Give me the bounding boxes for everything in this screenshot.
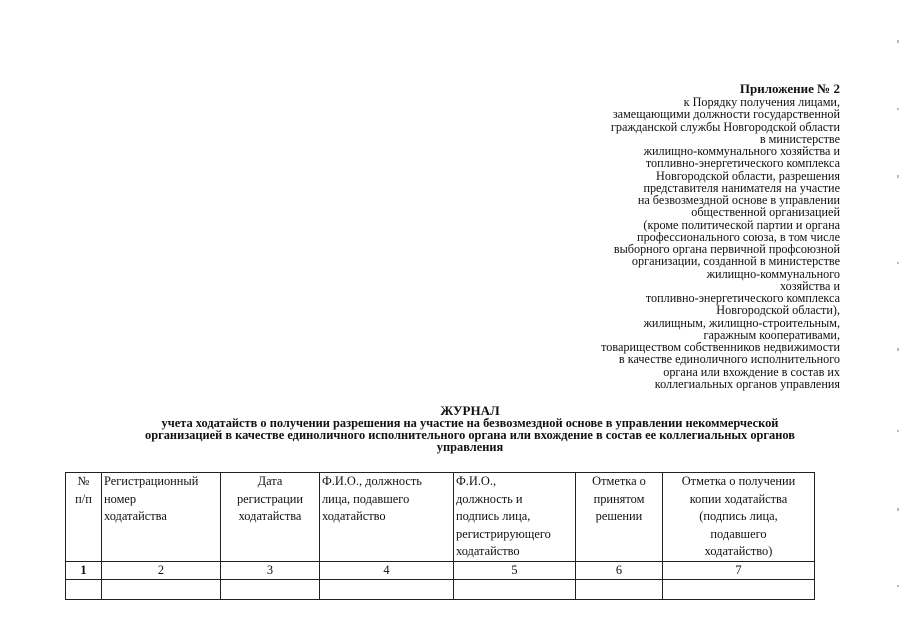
appendix-title: Приложение № 2 (739, 81, 840, 96)
header-line: должность и (456, 491, 523, 506)
journal-subtitle-line: учета ходатайств о получении разрешения на участие на безвозмездной основе в управлении некоммерческой (161, 416, 779, 430)
header-line: ходатайства (104, 509, 167, 523)
journal-title: ЖУРНАЛ (440, 403, 500, 418)
appendix-line: жилищно-коммунального (706, 266, 840, 281)
column-number-cell: 6 (576, 561, 663, 580)
appendix-line: топливно-энергетического комплекса (645, 291, 840, 305)
table-row (66, 580, 815, 600)
header-line: Отметка о получении (681, 474, 796, 488)
header-cell-copy-receipt (663, 473, 815, 562)
appendix-line: в качестве единоличного исполнительного (618, 352, 840, 367)
header-line: Регистрационный (104, 474, 199, 488)
empty-cell (221, 580, 320, 600)
journal-subtitle-line: управления (436, 440, 504, 454)
header-cell-applicant (320, 473, 454, 562)
column-number-cell: 3 (221, 561, 320, 580)
header-line: принятом (593, 491, 645, 506)
appendix-line: гражданской службы Новгородской области (610, 119, 840, 134)
header-line: ходатайство) (704, 544, 773, 558)
empty-cell (320, 580, 454, 600)
appendix-line: общественной организацией (691, 205, 840, 220)
header-line: № (77, 474, 90, 488)
empty-cell (102, 580, 221, 600)
appendix-line: в министерстве (759, 131, 840, 146)
column-number-cell: 1 (66, 561, 102, 580)
header-line: Отметка о (592, 474, 646, 488)
column-number-cell: 7 (663, 561, 815, 580)
header-line: регистрирующего (456, 526, 551, 541)
appendix-line: представителя нанимателя на участие (643, 180, 840, 195)
appendix-line: профессионального союза, в том числе (637, 229, 840, 244)
header-cell-decision (576, 473, 663, 562)
appendix-line: жилищно-коммунального хозяйства и (643, 144, 840, 158)
appendix-line: (кроме политической партии и органа (643, 217, 840, 232)
appendix-block (520, 82, 840, 390)
header-line: лица, подавшего (322, 491, 410, 506)
header-line: (подпись лица, (699, 509, 778, 523)
appendix-line: хозяйства и (780, 278, 840, 293)
header-line: ходатайство (322, 509, 386, 523)
appendix-line: замещающими должности государственной (612, 107, 840, 122)
header-line: Дата (257, 474, 283, 488)
empty-cell (66, 580, 102, 600)
appendix-line: Новгородской области), (716, 303, 840, 318)
appendix-line: гаражным кооперативами, (703, 327, 840, 342)
header-cell-reg-date (221, 473, 320, 562)
header-line: п/п (75, 491, 92, 506)
appendix-line: к Порядку получения лицами, (683, 95, 840, 109)
header-line: решении (595, 509, 643, 523)
journal-table (65, 472, 815, 600)
appendix-line: топливно-энергетического комплекса (645, 156, 840, 171)
empty-cell (663, 580, 815, 600)
appendix-line: Новгородской области, разрешения (656, 168, 840, 183)
header-line: Ф.И.О., (456, 474, 497, 488)
appendix-line: выборного органа первичной профсоюзной (613, 242, 840, 256)
header-line: ходатайства (238, 509, 302, 523)
appendix-line: органа или вхождение в состав их (663, 364, 840, 379)
header-line: копии ходатайства (689, 491, 788, 506)
header-cell-registrar (454, 473, 576, 562)
header-cell-number (66, 473, 102, 562)
header-line: регистрации (236, 491, 304, 506)
header-line: подавшего (710, 526, 767, 541)
column-number-cell: 2 (102, 561, 221, 580)
scan-edge-marks (893, 0, 905, 640)
appendix-line: организации, созданной в министерстве (631, 254, 840, 269)
column-number-cell: 4 (320, 561, 454, 580)
appendix-lines (520, 96, 840, 390)
appendix-line: коллегиальных органов управления (654, 376, 840, 391)
table-number-row (66, 561, 815, 580)
header-line: ходатайство (456, 544, 520, 558)
header-cell-reg-number (102, 473, 221, 562)
journal-subtitle (40, 417, 900, 453)
table-header-row (66, 473, 815, 562)
appendix-line: на безвозмездной основе в управлении (637, 193, 840, 207)
appendix-line: товариществом собственников недвижимости (601, 340, 840, 354)
journal-subtitle-line: организацией в качестве единоличного исполнительного органа или вхождение в состав ее коллегиальных органов (145, 428, 795, 442)
empty-cell (576, 580, 663, 600)
column-number-cell: 5 (454, 561, 576, 580)
appendix-line: жилищным, жилищно-строительным, (643, 315, 840, 330)
header-line: номер (104, 491, 137, 506)
header-line: подпись лица, (456, 509, 531, 523)
empty-cell (454, 580, 576, 600)
header-line: Ф.И.О., должность (322, 474, 422, 488)
